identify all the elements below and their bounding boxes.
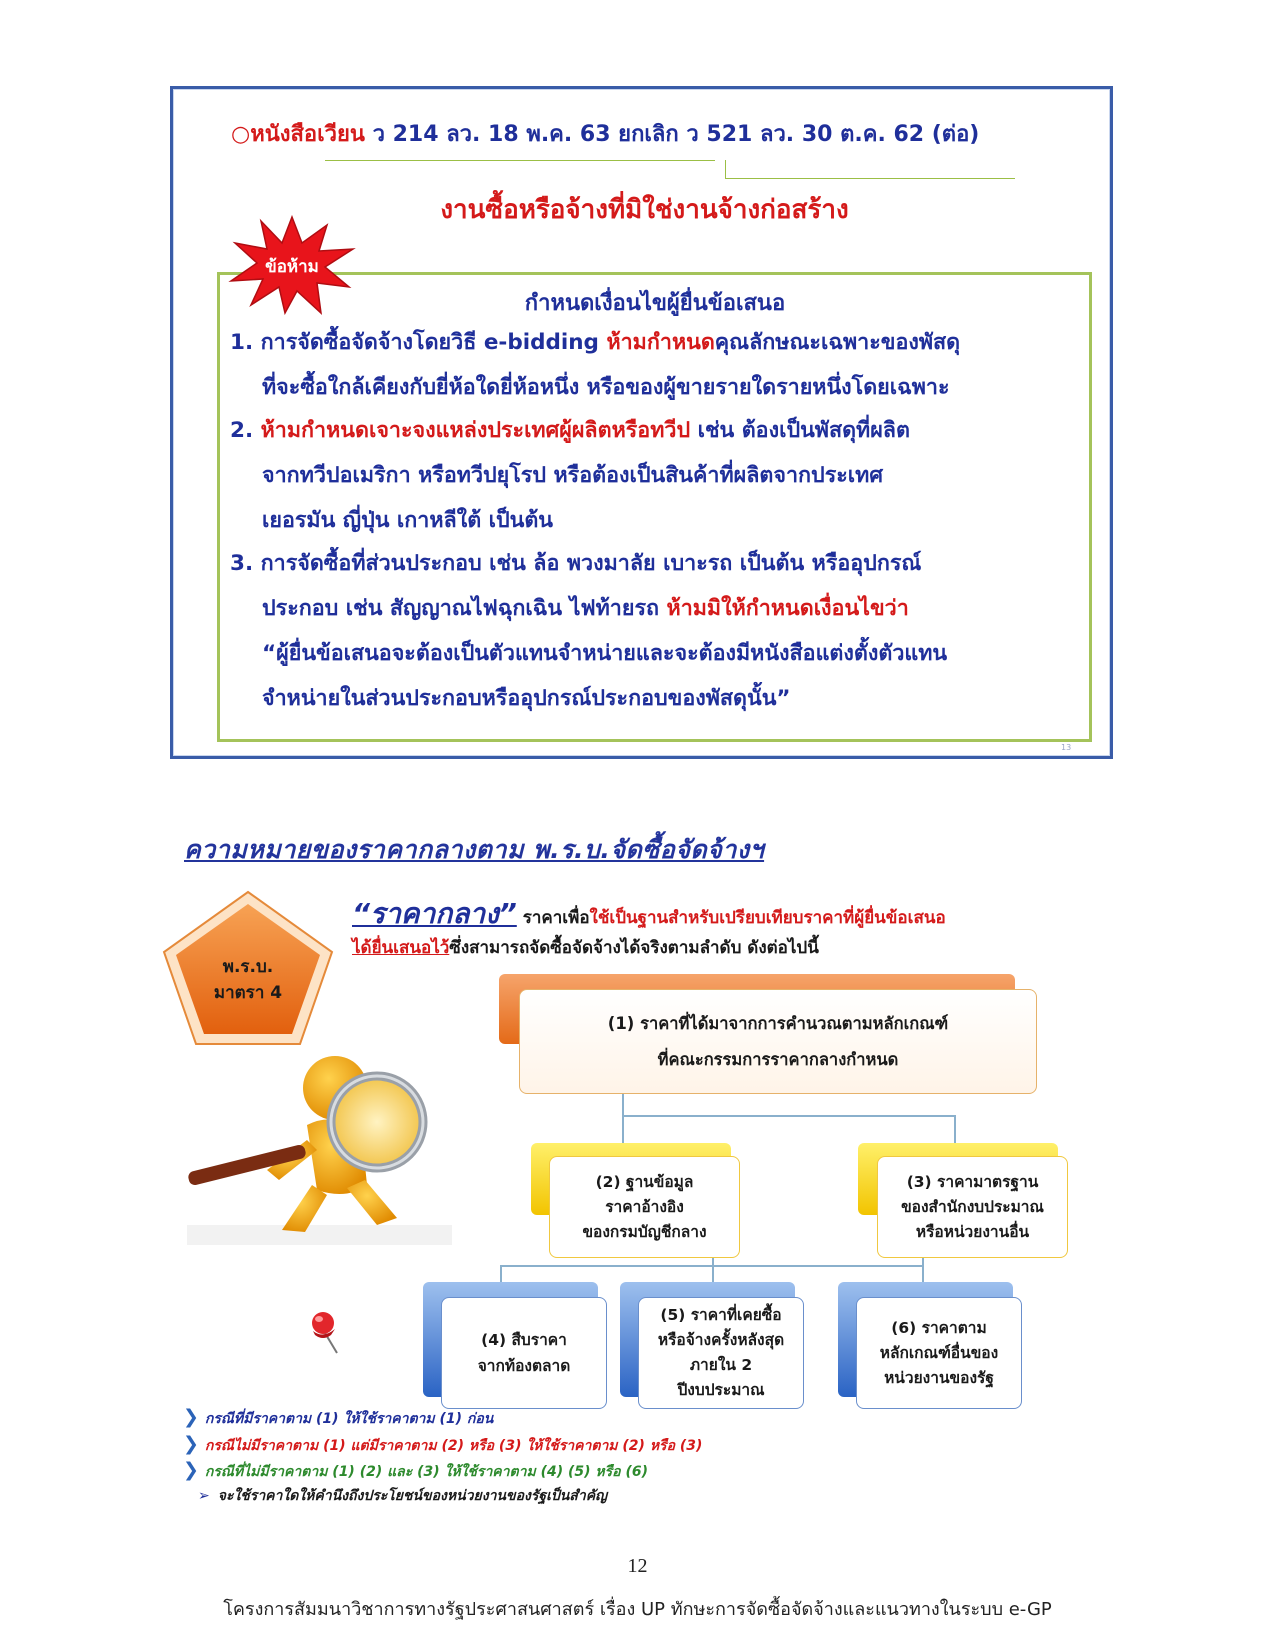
price-source-6: (6) ราคาตาม หลักเกณฑ์อื่นของ หน่วยงานของรัฐ bbox=[856, 1297, 1022, 1409]
note-1: ❯ กรณีที่มีราคาตาม (1) ให้ใช้ราคาตาม (1) ก่อน bbox=[183, 1406, 494, 1428]
connector bbox=[712, 1258, 714, 1284]
magnifying-glass-person-icon bbox=[187, 1050, 452, 1245]
connector bbox=[622, 1115, 624, 1145]
connector bbox=[622, 1115, 956, 1117]
section-title: ความหมายของราคากลางตาม พ.ร.บ.จัดซื้อจัดจ้างฯ bbox=[184, 835, 765, 864]
note-3: ❯ กรณีที่ไม่มีราคาตาม (1) (2) และ (3) ให้ใช้ราคาตาม (4) (5) หรือ (6) bbox=[183, 1459, 648, 1481]
act-section-label: พ.ร.บ. มาตรา 4 bbox=[213, 957, 283, 1003]
chevron-right-icon: ❯ bbox=[183, 1406, 199, 1428]
note-2: ❯ กรณีไม่มีราคาตาม (1) แต่มีราคาตาม (2) หรือ (3) ให้ใช้ราคาตาม (2) หรือ (3) bbox=[183, 1433, 703, 1455]
slide-frame bbox=[170, 86, 1113, 759]
conditions-box bbox=[217, 272, 1092, 742]
note-4: ➢ จะใช้ราคาใดให้คำนึงถึงประโยชน์ของหน่วยงานของรัฐเป็นสำคัญ bbox=[198, 1488, 608, 1504]
prohibition-label: ข้อห้าม bbox=[265, 257, 319, 277]
title-underline-left bbox=[325, 160, 715, 161]
definition-line-2: ได้ยื่นเสนอไว้ซึ่งสามารถจัดซื้อจัดจ้างได้จริงตามลำดับ ดังต่อไปนี้ bbox=[352, 938, 819, 958]
pushpin-icon bbox=[305, 1307, 345, 1355]
circular-title: ○หนังสือเวียน ว 214 ลว. 18 พ.ค. 63 ยกเลิก ว 521 ลว. 30 ต.ค. 62 (ต่อ) bbox=[231, 122, 980, 147]
condition-item-3: 3. การจัดซื้อที่ส่วนประกอบ เช่น ล้อ พวงมาลัย เบาะรถ เป็นต้น หรืออุปกรณ์ ประกอบ เช่น สัญญาณไฟฉุกเฉิน ไฟท้ายรถ ห้ามมิให้กำหนดเงื่อนไขว่า “ผู้ยื่นข้อเสนอจะต้องเป็นตัวแทนจำหน่ายและจะต้องมีหนังสือแต่งตั้งตัวแทน จำหน่ายในส่วนประกอบหรืออุปกรณ์ประกอบของพัสดุนั้น” bbox=[230, 551, 948, 711]
slide-number: 13 bbox=[1061, 743, 1072, 752]
connector bbox=[922, 1258, 924, 1284]
price-source-1: (1) ราคาที่ได้มาจากการคำนวณตามหลักเกณฑ์ ที่คณะกรรมการราคากลางกำหนด bbox=[519, 989, 1037, 1094]
definition-line-1: “ราคากลาง” ราคาเพื่อใช้เป็นฐานสำหรับเปรียบเทียบราคาที่ผู้ยื่นข้อเสนอ bbox=[352, 897, 946, 930]
condition-item-2: 2. ห้ามกำหนดเจาะจงแหล่งประเทศผู้ผลิตหรือทวีป เช่น ต้องเป็นพัสดุที่ผลิต จากทวีปอเมริกา หรือทวีปยุโรป หรือต้องเป็นสินค้าที่ผลิตจากประเทศ เยอรมัน ญี่ปุ่น เกาหลีใต้ เป็นต้น bbox=[230, 418, 910, 533]
chevron-right-icon: ❯ bbox=[183, 1433, 199, 1455]
footer-text: โครงการสัมมนาวิชาการทางรัฐประศาสนศาสตร์ เรื่อง UP ทักษะการจัดซื้อจัดจ้างและแนวทางในระบบ e-GP bbox=[223, 1599, 1052, 1620]
title-underline-step bbox=[725, 160, 726, 178]
chevron-right-icon: ❯ bbox=[183, 1459, 199, 1481]
connector bbox=[954, 1115, 956, 1145]
price-source-2: (2) ฐานข้อมูล ราคาอ้างอิง ของกรมบัญชีกลาง bbox=[549, 1156, 740, 1258]
price-source-5: (5) ราคาที่เคยซื้อ หรือจ้างครั้งหลังสุด ภายใน 2 ปีงบประมาณ bbox=[638, 1297, 804, 1409]
price-source-4: (4) สืบราคา จากท้องตลาด bbox=[441, 1297, 607, 1409]
slide-heading: งานซื้อหรือจ้างที่มิใช่งานจ้างก่อสร้าง bbox=[440, 195, 849, 225]
condition-item-1: 1. การจัดซื้อจัดจ้างโดยวิธี e-bidding ห้ามกำหนดคุณลักษณะเฉพาะของพัสดุ ที่จะซื้อใกล้เคียงกับยี่ห้อใดยี่ห้อหนึ่ง หรือของผู้ขายรายใดรายหนึ่งโดยเฉพาะ bbox=[230, 330, 961, 400]
price-source-3: (3) ราคามาตรฐาน ของสำนักงบประมาณ หรือหน่วยงานอื่น bbox=[877, 1156, 1068, 1258]
connector bbox=[622, 1094, 624, 1116]
title-underline-right bbox=[725, 178, 1015, 179]
page-number: 12 bbox=[627, 1555, 648, 1577]
term-median-price: “ราคากลาง” bbox=[352, 897, 517, 930]
arrow-right-icon: ➢ bbox=[198, 1488, 210, 1504]
conditions-heading: กำหนดเงื่อนไขผู้ยื่นข้อเสนอ bbox=[524, 291, 786, 316]
